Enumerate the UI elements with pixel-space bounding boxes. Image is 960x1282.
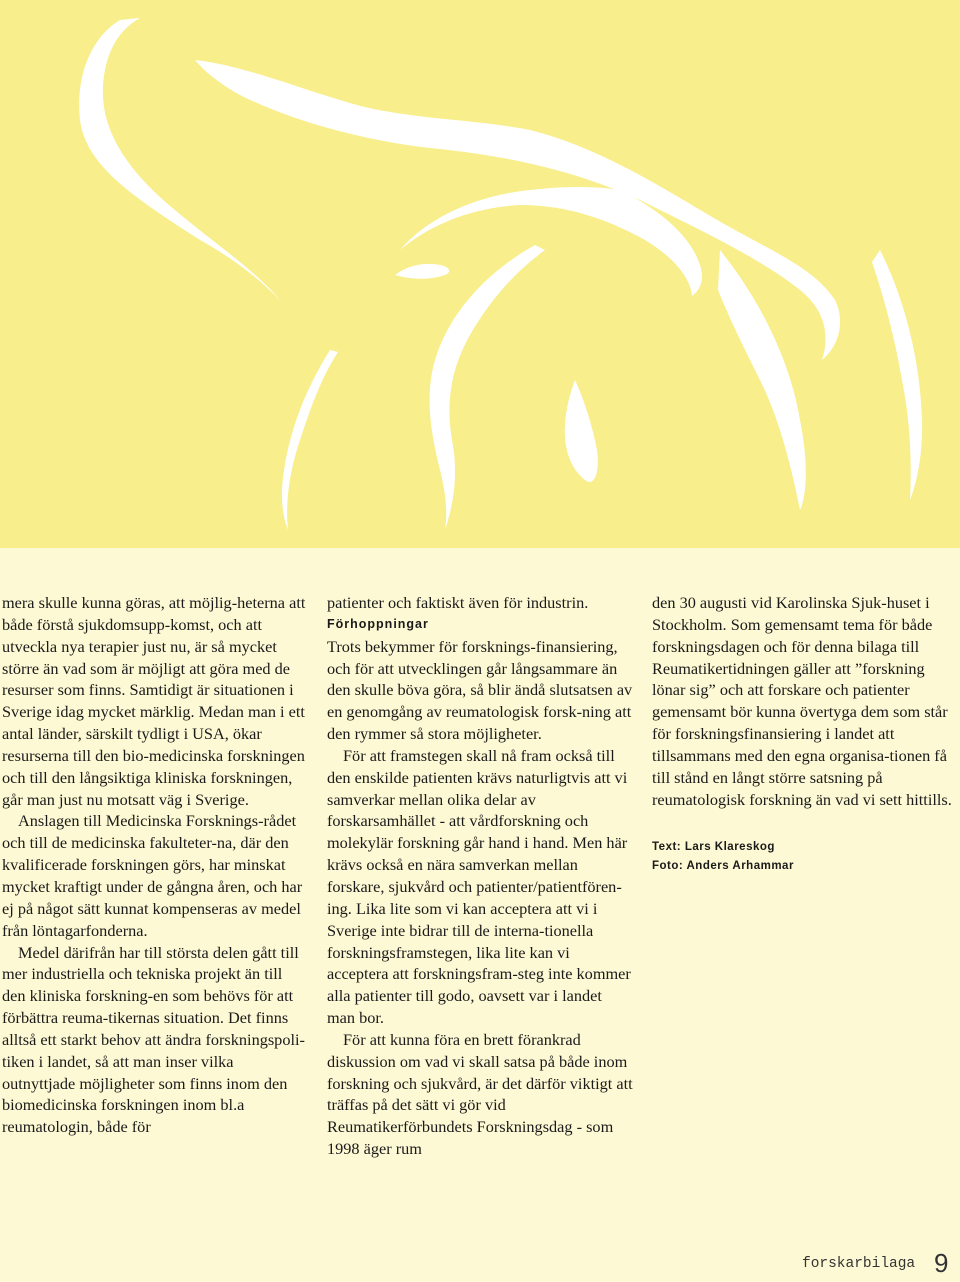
column1-paragraph-1: mera skulle kunna göras, att möjlig-heterna att både förstå sjukdomsupp-komst, och att utveckla nya terapier just nu, är så mycket större än vad som är möjligt att göra med de resurser som finns. Samtidigt är situationen i Sverige idag mycket märklig. Medan man i ett antal länder, särskilt tydligt i USA, ökar resurserna till den bio-medicinska forskningen och till den långsiktiga kliniska forskningen, går man just nu motsatt väg i Sverige. (2, 593, 306, 809)
hero-illustration (0, 0, 960, 548)
credit-photo-author: Foto: Anders Arhammar (652, 860, 794, 873)
text-column-1 (2, 592, 308, 1138)
column2-paragraph-1: Trots bekymmer för forsknings-finansiering, och för att utvecklingen går långsammare än den skulle böva göra, så blir ändå slutsatsen av en genomgång av reumatologisk forsk-ning att den rymmer så stora möjligheter. (327, 636, 633, 744)
column1-paragraph-3: Medel därifrån har till största delen gått till mer industriella och tekniska projekt än till den kliniska forskning-en som behövs för att förbättra reuma-tikernas situation. Det finns alltså ett starkt behov att ändra forskningspoli-tiken i landet, så att man inser vilka outnyttjade möjligheter som finns inom den biomedicinska forskningen inom bl.a reumatologin, både för (2, 942, 305, 1137)
top-arc-stroke (79, 18, 280, 300)
subhead-forhoppningar: Förhoppningar (327, 616, 429, 631)
footer-section-label: forskarbilaga (802, 1256, 916, 1272)
page-number: 9 (934, 1248, 949, 1278)
column1-paragraph-2: Anslagen till Medicinska Forsknings-rådet och till de medicinska fakulteter-na, där den kvalificerade forskningen görs, har minskat mycket kraftigt under de gångna åren, och har ej på något sätt kunnat kompenseras av medel från löntagarfonderna. (2, 811, 303, 940)
column2-paragraph-3: För att kunna föra en brett förankrad diskussion om vad vi skall satsa på både inom forskning och sjukvård, är det därför viktigt att träffas på det sätt vi gör vid Reumatikerförbundets Forskningsdag - som 1998 äger rum (327, 1029, 633, 1159)
abstract-white-strokes (0, 0, 960, 548)
text-column-3 (652, 592, 958, 876)
right-edge-stroke (872, 250, 922, 500)
text-column-2 (327, 592, 633, 1160)
small-leaf-stroke (395, 264, 449, 279)
bottom-tail-stroke (282, 350, 338, 530)
credits (652, 838, 958, 876)
column2-paragraph-2: För att framstegen skall nå fram också till den enskilde patienten krävs naturligtvis att vi samverkar mellan olika delar av forskarsamhället - att vårdforskning och molekylär forskning går hand i hand. Men här krävs också en nära samverkan mellan forskare, sjukvård och patienter/patientfören-ing. Lika lite som vi kan acceptera att vi i Sverige inte bidrar till de interna-tionella forskningsframstegen, lika lite kan vi acceptera att forskningsfram-steg inte kommer alla patienter till godo, oavsett var i landet man bor. (327, 745, 631, 1028)
credit-text-author: Text: Lars Klareskog (652, 841, 775, 854)
column3-paragraph: den 30 augusti vid Karolinska Sjuk-huset i Stockholm. Som gemensamt tema för både forskningsdagen och för denna bilaga till Reumatikertidningen gäller att ”forskning lönar sig” och att forskare och patienter gemensamt bör kunna övertyga dem som står för forskningsfinansiering i landet att tillsammans med den egna organisa-tionen få till stånd en långt större satsning på reumatologisk forskning än vad vi sett hittills. (652, 593, 952, 809)
drop-petal-stroke (565, 380, 598, 482)
lower-sweep-stroke (430, 245, 545, 530)
right-curl-stroke (718, 250, 806, 510)
column2-lead: patienter och faktiskt även för industrin. (327, 593, 589, 612)
